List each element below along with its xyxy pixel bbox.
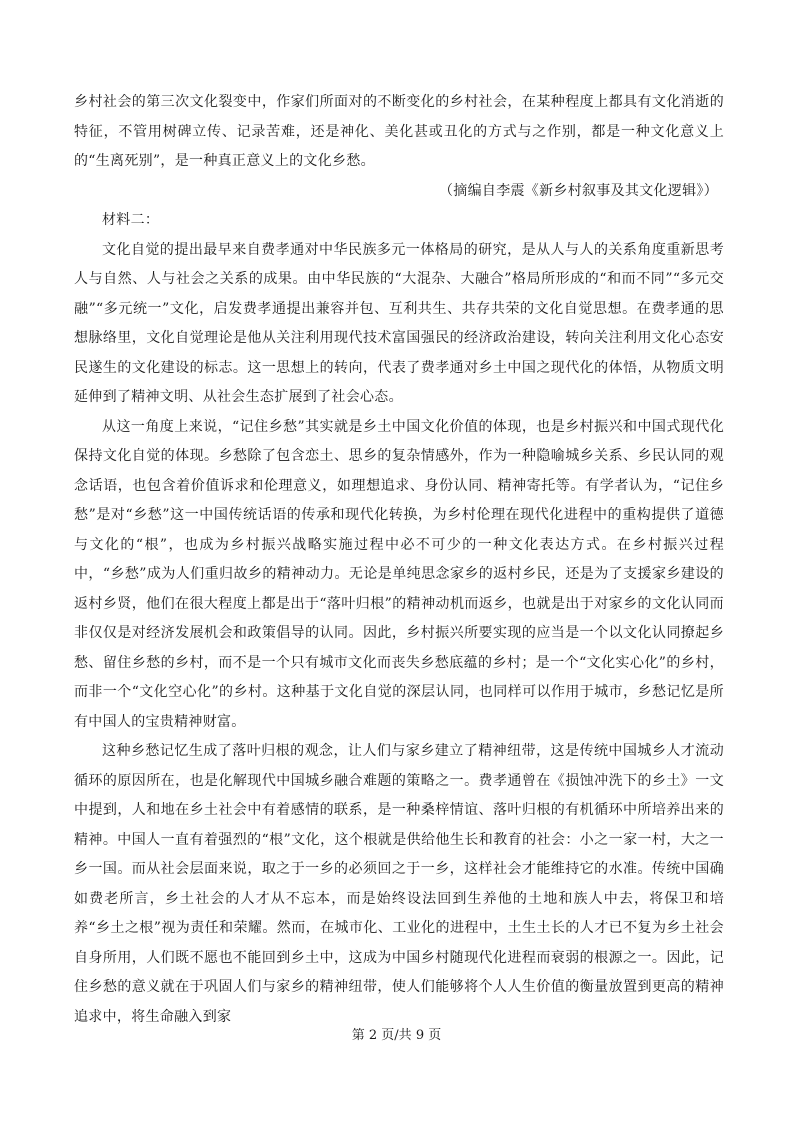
paragraph-2: 从这一角度上来说，“记住乡愁”其实就是乡土中国文化价值的体现，也是乡村振兴和中国式现代化保持文化自觉的体现。乡愁除了包含恋土、思乡的复杂情感外，作为一种隐喻城乡关系、乡民认同的观念话语，也包含着价值诉求和伦理意义，如理想追求、身份认同、精神寄托等。有学者认为，“记住乡愁”是对“乡愁”这一中国传统话语的传承和现代化转换，为乡村伦理在现代化进程中的重构提供了道德与文化的“根”，也成为乡村振兴战略实施过程中必不可少的一种文化表达方式。在乡村振兴过程中，“乡愁”成为人们重归故乡的精神动力。无论是单纯思念家乡的返村乡民，还是为了支援家乡建设的返村乡贤，他们在很大程度上都是出于“落叶归根”的精神动机而返乡，也就是出于对家乡的文化认同而非仅仅是对经济发展机会和政策倡导的认同。因此，乡村振兴所要实现的应当是一个以文化认同撩起乡愁、留住乡愁的乡村，而不是一个只有城市文化而丧失乡愁底蕴的乡村；是一个“文化实心化”的乡村，而非一个“文化空心化”的乡村。这种基于文化自觉的深层认同，也同样可以作用于城市，乡愁记忆是所有中国人的宝贵精神财富。: [74, 418, 724, 730]
paragraph-3: 这种乡愁记忆生成了落叶归根的观念，让人们与家乡建立了精神纽带，这是传统中国城乡人才流动循环的原因所在，也是化解现代中国城乡融合难题的策略之一。费孝通曾在《损蚀冲洗下的乡土》一文中提到，人和地在乡土社会中有着感情的联系，是一种桑梓情谊、落叶归根的有机循环中所培养出来的精神。中国人一直有着强烈的“根”文化，这个根就是供给他生长和教育的社会：小之一家一村，大之一乡一国。而从社会层面来说，取之于一乡的必须回之于一乡，这样社会才能维持它的水准。传统中国确如费老所言，乡土社会的人才从不忘本，而是始终设法回到生养他的土地和族人中去，将保卫和培养“乡土之根”视为责任和荣耀。然而，在城市化、工业化的进程中，土生土长的人才已不复为乡土社会自身所用，人们既不愿也不能回到乡土中，这成为中国乡村随现代化进程而衰弱的根源之一。因此，记住乡愁的意义就在于巩固人们与家乡的精神纽带，使人们能够将个人人生价值的衡量放置到更高的精神追求中，将生命融入到家: [74, 743, 724, 1025]
paragraph-continued: 乡村社会的第三次文化裂变中，作家们所面对的不断变化的乡村社会，在某种程度上都具有文化消逝的特征，不管用树碑立传、记录苦难，还是神化、美化甚或丑化的方式与之作别，都是一种文化意义上的“生离死别”，是一种真正意义上的文化乡愁。: [74, 94, 724, 169]
paragraph-1: 文化自觉的提出最早来自费孝通对中华民族多元一体格局的研究，是从人与人的关系角度重新思考人与自然、人与社会之关系的成果。由中华民族的“大混杂、大融合”格局所形成的“和而不同”“多元交融”“多元统一”文化，启发费孝通提出兼容并包、互利共生、共存共荣的文化自觉思想。在费孝通的思想脉络里，文化自觉理论是他从关注利用现代技术富国强民的经济政治建设，转向关注利用文化心态安民遂生的文化建设的标志。这一思想上的转向，代表了费孝通对乡土中国之现代化的体悟，从物质文明延伸到了精神文明、从社会生态扩展到了社会心态。: [74, 241, 724, 405]
section-heading-material-two: 材料二：: [102, 212, 160, 228]
document-body: [74, 88, 724, 1032]
page-number-footer: 第 2 页/共 9 页: [351, 1028, 442, 1043]
source-citation: （摘编自李震《新乡村叙事及其文化逻辑》）: [439, 182, 718, 199]
